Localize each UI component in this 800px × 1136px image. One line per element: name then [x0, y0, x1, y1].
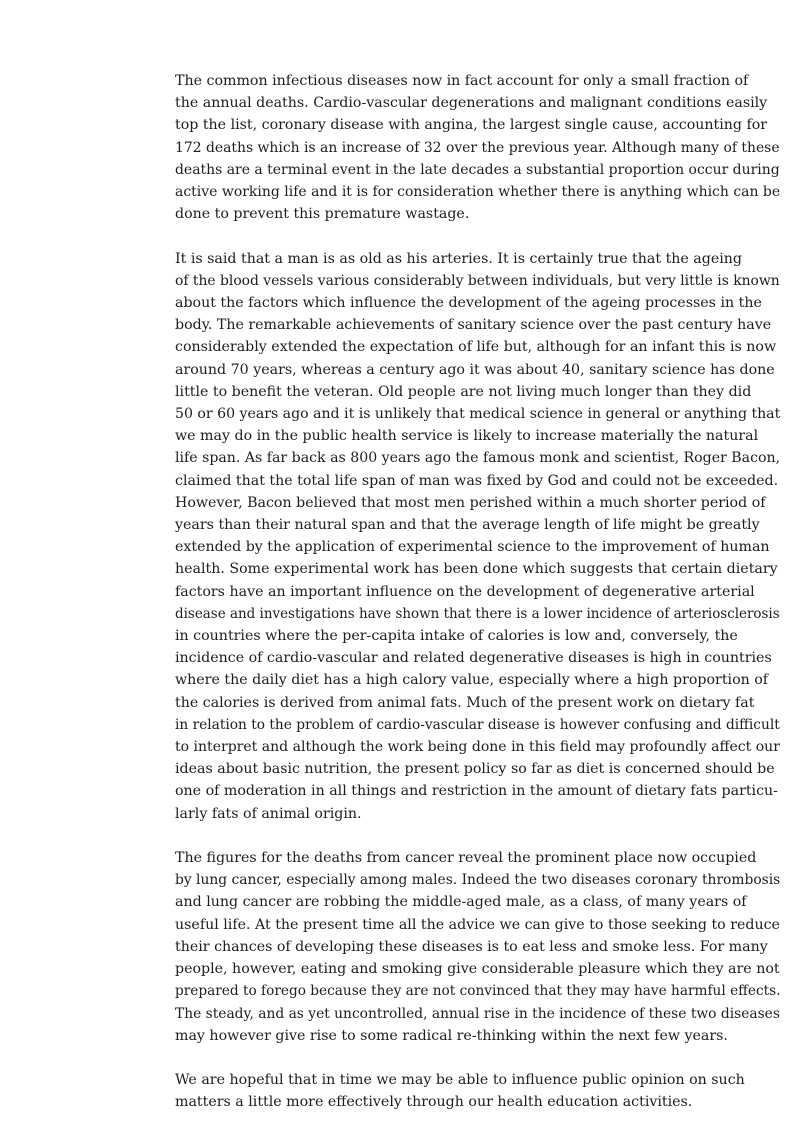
text-line: and lung cancer are robbing the middle-aged male, as a class, of many years of [175, 894, 747, 911]
text-line: little to benefit the veteran. Old people are not living much longer than they did [175, 383, 752, 400]
text-line: done to prevent this premature wastage. [175, 206, 470, 223]
text-line: in relation to the problem of cardio-vascular disease is however confusing and difficult [175, 716, 780, 733]
text-line: the annual deaths. Cardio-vascular degenerations and malignant conditions easily [175, 95, 768, 112]
text-line: The common infectious diseases now in fact account for only a small fraction of [175, 73, 749, 89]
paragraph-infectious-diseases [175, 70, 780, 225]
paragraph-ageing-arteries [175, 248, 780, 825]
text-line: active working life and it is for consideration whether there is anything which can be [175, 184, 781, 201]
text-line: 50 or 60 years ago and it is unlikely that medical science in general or anything that [175, 406, 781, 423]
text-line: factors have an important influence on the development of degenerative arterial [175, 583, 755, 600]
text-line: body. The remarkable achievements of sanitary science over the past century have [175, 317, 772, 334]
text-line: to interpret and although the work being done in this field may profoundly affect our [175, 739, 780, 756]
text-line: matters a little more effectively through our health education activities. [175, 1094, 693, 1111]
text-line: of the blood vessels various considerably between individuals, but very little is known [175, 272, 780, 289]
text-line: about the factors which influence the development of the ageing processes in the [175, 295, 762, 312]
text-line: 172 deaths which is an increase of 32 over the previous year. Although many of these [175, 139, 780, 156]
text-line: the calories is derived from animal fats. Much of the present work on dietary fat [175, 694, 755, 711]
text-line: extended by the application of experimental science to the improvement of human [175, 539, 770, 556]
text-line: The figures for the deaths from cancer reveal the prominent place now occupied [175, 850, 757, 867]
document-page [175, 70, 780, 1136]
text-line: life span. As far back as 800 years ago the famous monk and scientist, Roger Bacon, [175, 450, 781, 467]
text-line: useful life. At the present time all the advice we can give to those seeking to reduce [175, 916, 780, 933]
text-line: people, however, eating and smoking give considerable pleasure which they are not [175, 961, 780, 978]
text-line: where the daily diet has a high calory value, especially where a high proportion of [175, 672, 769, 689]
text-line: However, Bacon believed that most men perished within a much shorter period of [175, 494, 766, 511]
text-line: one of moderation in all things and restriction in the amount of dietary fats particu- [175, 783, 778, 800]
paragraph-cancer-deaths [175, 847, 780, 1047]
paragraph-health-education [175, 1069, 780, 1113]
text-line: disease and investigations have shown that there is a lower incidence of arteriosclerosis [175, 605, 780, 622]
text-line: around 70 years, whereas a century ago it was about 40, sanitary science has done [175, 361, 775, 378]
text-line: by lung cancer, especially among males. Indeed the two diseases coronary thrombosis [175, 872, 781, 889]
text-line: The steady, and as yet uncontrolled, annual rise in the incidence of these two diseases [175, 1005, 780, 1022]
text-line: may however give rise to some radical re-thinking within the next few years. [175, 1027, 728, 1044]
text-line: health. Some experimental work has been done which suggests that certain dietary [175, 561, 778, 578]
text-line: their chances of developing these diseases is to eat less and smoke less. For many [175, 938, 768, 955]
text-line: deaths are a terminal event in the late decades a substantial proportion occur during [175, 161, 780, 178]
text-line: ideas about basic nutrition, the present policy so far as diet is concerned should be [175, 761, 775, 778]
text-line: We are hopeful that in time we may be able to influence public opinion on such [175, 1072, 745, 1089]
text-line: incidence of cardio-vascular and related degenerative diseases is high in countries [175, 650, 772, 667]
text-line: in countries where the per-capita intake of calories is low and, conversely, the [175, 628, 738, 645]
text-line: top the list, coronary disease with angina, the largest single cause, accounting for [175, 117, 768, 134]
text-line: considerably extended the expectation of life but, although for an infant this is now [175, 339, 777, 356]
text-line: prepared to forego because they are not convinced that they may have harmful effects. [175, 983, 781, 1000]
text-line: It is said that a man is as old as his arteries. It is certainly true that the ageing [175, 250, 743, 267]
text-line: larly fats of animal origin. [175, 805, 362, 822]
text-line: claimed that the total life span of man was fixed by God and could not be exceeded. [175, 472, 779, 489]
text-line: we may do in the public health service is likely to increase materially the natural [175, 428, 759, 445]
text-line: years than their natural span and that the average length of life might be greatly [175, 517, 760, 534]
